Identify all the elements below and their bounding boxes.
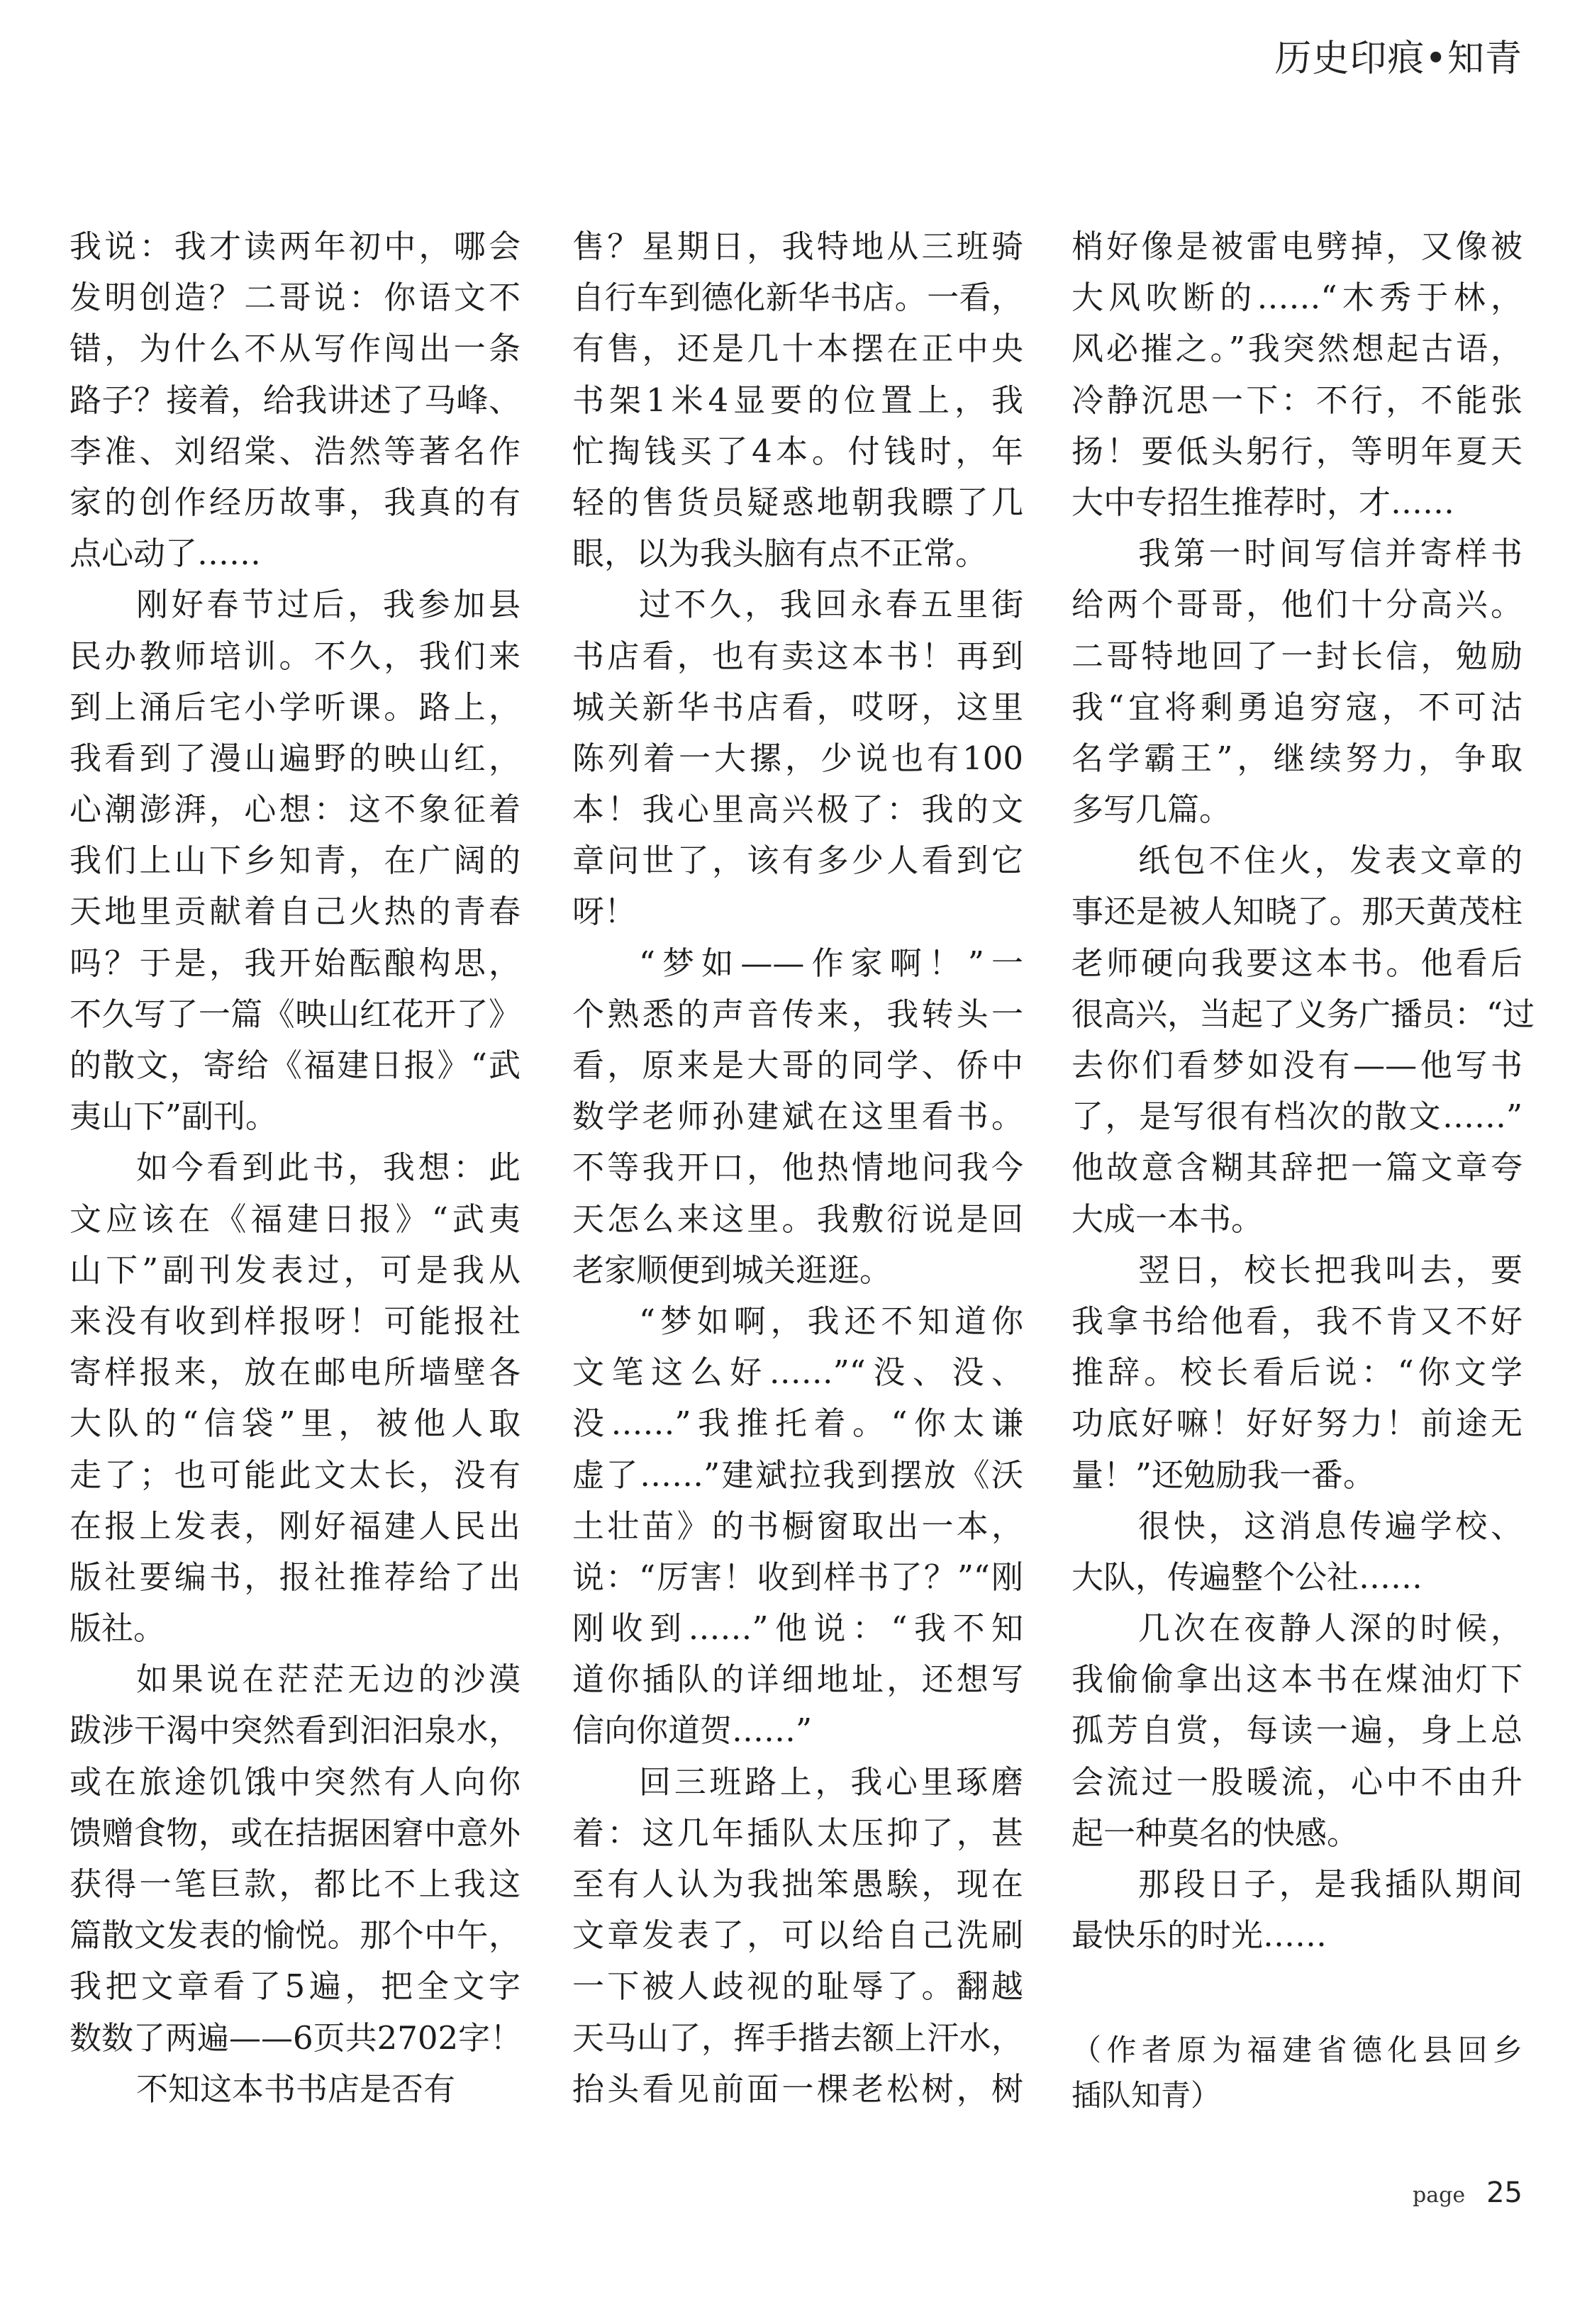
text-line: 如今看到此书，我想：此 — [136, 1149, 521, 1187]
text-line: 眼，以为我头脑有点不正常。 — [572, 535, 988, 573]
text-line: 山下”副刊发表过，可是我从 — [69, 1251, 521, 1289]
text-line: 我第一时间写信并寄样书 — [1138, 535, 1523, 573]
text-line: 会流过一股暖流，心中不由升 — [1071, 1762, 1523, 1801]
text-line: 的散文，寄给《福建日报》“武 — [69, 1046, 521, 1084]
text-line: 错，为什么不从写作闯出一条 — [69, 330, 521, 368]
paragraph — [1071, 835, 1535, 1245]
paragraph — [1071, 221, 1523, 528]
text-line: 大队的“信袋”里，被他人取 — [69, 1404, 521, 1443]
text-line: 老家顺便到城关逛逛。 — [572, 1251, 892, 1289]
text-line: 说：“厉害！收到样书了？”“刚 — [572, 1558, 1023, 1596]
text-line: 个熟悉的声音传来，我转头一 — [572, 995, 1023, 1033]
paragraph — [1071, 1501, 1523, 1603]
text-line: 我们上山下乡知青，在广阔的 — [69, 842, 521, 880]
author-note-line: （作者原为福建省德化县回乡 — [1071, 2033, 1523, 2067]
text-line: 李准、刘绍棠、浩然等著名作 — [69, 432, 521, 470]
paragraph — [572, 221, 1023, 579]
text-line: 抬头看见前面一棵老松树，树 — [572, 2069, 1023, 2108]
text-line: 天马山了，挥手揩去额上汗水， — [572, 2018, 1023, 2057]
text-line: 虚了……”建斌拉我到摆放《沃 — [572, 1456, 1023, 1494]
text-line: 数学老师孙建斌在这里看书。 — [572, 1097, 1023, 1136]
text-line: 忙掏钱买了4本。付钱时，年 — [572, 432, 1023, 470]
text-line: 轻的售货员疑惑地朝我瞟了几 — [572, 483, 1023, 521]
text-line: 最快乐的时光…… — [1071, 1916, 1327, 1955]
text-line: 如果说在茫茫无边的沙漠 — [136, 1660, 521, 1699]
paragraph — [1071, 1603, 1523, 1859]
text-line: 有售，还是几十本摆在正中央 — [572, 330, 1023, 368]
text-line: 版社要编书，报社推荐给了出 — [69, 1558, 521, 1596]
text-line: 了，是写很有档次的散文……” — [1071, 1097, 1523, 1136]
text-line: 回三班路上，我心里琢磨 — [639, 1762, 1023, 1801]
text-line: 扬！要低头躬行，等明年夏天 — [1071, 432, 1523, 470]
text-line: 书架1米4显要的位置上，我 — [572, 381, 1023, 419]
text-line: 路子？接着，给我讲述了马峰、 — [69, 381, 521, 419]
paragraph — [1071, 528, 1523, 835]
article-column-2 — [572, 221, 1023, 2115]
text-line: 本！我心里高兴极了：我的文 — [572, 791, 1023, 829]
text-line: 夷山下”副刊。 — [69, 1097, 278, 1136]
text-line: 给两个哥哥，他们十分高兴。 — [1071, 586, 1523, 624]
text-line: 起一种莫名的快感。 — [1071, 1814, 1359, 1852]
text-line: 刚好春节过后，我参加县 — [136, 586, 521, 624]
section-header: 历史印痕•知青 — [1274, 38, 1523, 80]
author-note-line: 插队知青） — [1071, 2078, 1221, 2113]
page-number: 25 — [1486, 2177, 1523, 2209]
text-line: 很快，这消息传遍学校、 — [1138, 1507, 1523, 1545]
text-line: 寄样报来，放在邮电所墙壁各 — [69, 1353, 521, 1392]
paragraph — [572, 1296, 1023, 1757]
text-line: 量！”还勉励我一番。 — [1071, 1456, 1376, 1494]
text-line: 冷静沉思一下：不行，不能张 — [1071, 381, 1523, 419]
text-line: 几次在夜静人深的时候， — [1138, 1609, 1523, 1648]
page-label: page — [1413, 2183, 1466, 2208]
text-line: 着：这几年插队太压抑了，甚 — [572, 1814, 1023, 1852]
text-line: 来没有收到样报呀！可能报社 — [69, 1302, 521, 1340]
text-line: 纸包不住火，发表文章的 — [1138, 842, 1523, 880]
text-line: 呀！ — [572, 893, 637, 931]
paragraph — [572, 1757, 1023, 2115]
text-line: 他故意含糊其辞把一篇文章夸 — [1071, 1149, 1523, 1187]
text-line: 刚收到……”他说：“我不知 — [572, 1609, 1023, 1648]
text-line: 功底好嘛！好好努力！前途无 — [1071, 1404, 1523, 1443]
text-line: 翌日，校长把我叫去，要 — [1138, 1251, 1523, 1289]
paragraph — [69, 1654, 521, 2064]
author-note — [1071, 2028, 1523, 2118]
text-line: 梢好像是被雷电劈掉，又像被 — [1071, 228, 1523, 265]
text-line: 土壮苗》的书橱窗取出一本， — [572, 1507, 1023, 1545]
text-line: 吗？于是，我开始酝酿构思， — [69, 944, 521, 982]
text-line: 大队，传遍整个公社…… — [1071, 1558, 1423, 1596]
text-line: 风必摧之。”我突然想起古语， — [1071, 330, 1523, 368]
text-line: 天怎么来这里。我敷衍说是回 — [572, 1200, 1023, 1238]
text-line: 二哥特地回了一封长信，勉励 — [1071, 637, 1523, 675]
text-line: 大风吹断的……“木秀于林， — [1071, 279, 1523, 317]
text-line: 文应该在《福建日报》“武夷 — [69, 1200, 521, 1238]
text-line: 发明创造？二哥说：你语文不 — [69, 279, 521, 317]
paragraph — [69, 1142, 521, 1654]
text-line: 到上涌后宅小学听课。路上， — [69, 688, 521, 726]
paragraph — [69, 579, 521, 1142]
text-line: 看，原来是大哥的同学、侨中 — [572, 1046, 1023, 1084]
text-line: 不知这本书书店是否有 — [136, 2069, 456, 2108]
text-line: 信向你道贺……” — [572, 1711, 813, 1750]
text-line: 大成一本书。 — [1071, 1200, 1264, 1238]
text-line: 我拿书给他看，我不肯又不好 — [1071, 1302, 1523, 1340]
article-column-1 — [69, 221, 521, 2115]
text-line: 书店看，也有卖这本书！再到 — [572, 637, 1023, 675]
text-line: 过不久，我回永春五里街 — [639, 586, 1023, 624]
text-line: 文章发表了，可以给自己洗刷 — [572, 1916, 1023, 1955]
text-line: 没……”我推托着。“你太谦 — [572, 1404, 1023, 1443]
text-line: 不久写了一篇《映山红花开了》 — [69, 995, 521, 1033]
text-line: 陈列着一大摞，少说也有100 — [572, 739, 1023, 777]
paragraph — [1071, 1859, 1523, 1961]
text-line: 在报上发表，刚好福建人民出 — [69, 1507, 521, 1545]
paragraph — [1071, 1245, 1523, 1501]
text-line: 篇散文发表的愉悦。那个中午， — [69, 1916, 521, 1955]
article-column-3 — [1071, 221, 1535, 1961]
text-line: 我把文章看了5遍，把全文字 — [69, 1967, 521, 2006]
text-line: 多写几篇。 — [1071, 791, 1232, 829]
text-line: 道你插队的详细地址，还想写 — [572, 1660, 1023, 1699]
text-line: 我偷偷拿出这本书在煤油灯下 — [1071, 1660, 1523, 1699]
text-line: 城关新华书店看，哎呀，这里 — [572, 688, 1023, 726]
text-line: 章问世了，该有多少人看到它 — [572, 842, 1023, 880]
text-line: 不等我开口，他热情地问我今 — [572, 1149, 1023, 1187]
paragraph — [572, 938, 1023, 1296]
text-line: 走了；也可能此文太长，没有 — [69, 1456, 521, 1494]
text-line: 心潮澎湃，心想：这不象征着 — [69, 791, 521, 829]
text-line: 那段日子，是我插队期间 — [1138, 1865, 1523, 1903]
text-line: 家的创作经历故事，我真的有 — [69, 483, 521, 521]
text-line: 版社。 — [69, 1609, 166, 1648]
text-line: 一下被人歧视的耻辱了。翻越 — [572, 1967, 1023, 2006]
text-line: 大中专招生推荐时，才…… — [1071, 483, 1455, 521]
text-line: 很高兴，当起了义务广播员：“过 — [1071, 995, 1535, 1033]
text-line: 点心动了…… — [69, 535, 262, 573]
paragraph — [572, 579, 1023, 937]
text-line: 天地里贡献着自己火热的青春 — [69, 893, 521, 931]
text-line: 我“宜将剩勇追穷寇，不可沽 — [1071, 688, 1523, 726]
text-line: 我看到了漫山遍野的映山红， — [69, 739, 521, 777]
text-line: 推辞。校长看后说：“你文学 — [1071, 1353, 1523, 1392]
text-line: 事还是被人知晓了。那天黄茂柱 — [1071, 893, 1523, 931]
text-line: 名学霸王”，继续努力，争取 — [1071, 739, 1523, 777]
text-line: 售？星期日，我特地从三班骑 — [572, 228, 1023, 265]
text-line: 民办教师培训。不久，我们来 — [69, 637, 521, 675]
text-line: 老师硬向我要这本书。他看后 — [1071, 944, 1523, 982]
text-line: 我说：我才读两年初中，哪会 — [69, 228, 521, 265]
text-line: “梦如——作家啊！”一 — [639, 944, 1023, 982]
page-footer — [1413, 2177, 1523, 2209]
paragraph — [69, 221, 521, 579]
text-line: 孤芳自赏，每读一遍，身上总 — [1071, 1711, 1523, 1750]
text-line: 跋涉干渴中突然看到汩汩泉水， — [69, 1711, 521, 1750]
text-line: 或在旅途饥饿中突然有人向你 — [69, 1762, 521, 1801]
text-line: 自行车到德化新华书店。一看， — [572, 279, 1023, 317]
text-line: 数数了两遍——6页共2702字！ — [69, 2018, 523, 2057]
paragraph — [69, 2064, 521, 2115]
text-line: “梦如啊，我还不知道你 — [639, 1302, 1023, 1340]
text-line: 馈赠食物，或在拮据困窘中意外 — [69, 1814, 521, 1852]
text-line: 去你们看梦如没有——他写书 — [1071, 1046, 1523, 1084]
text-line: 文笔这么好……”“没、没、 — [572, 1353, 1023, 1392]
text-line: 获得一笔巨款，都比不上我这 — [69, 1865, 521, 1903]
text-line: 至有人认为我拙笨愚騃，现在 — [572, 1865, 1023, 1903]
